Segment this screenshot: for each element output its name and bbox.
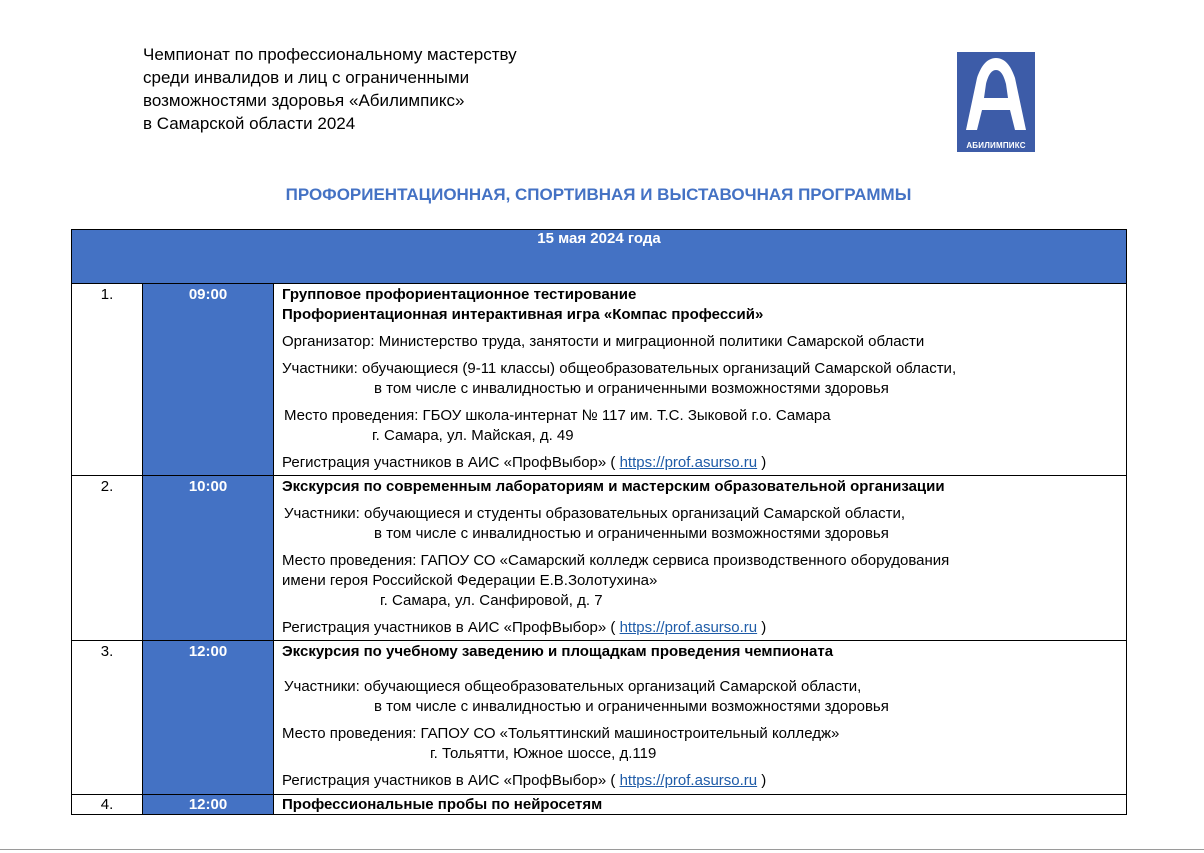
event-time: 12:00 — [143, 795, 274, 815]
event-registration — [282, 453, 1120, 473]
table-row — [72, 284, 1127, 476]
registration-link[interactable]: https://prof.asurso.ru — [619, 454, 758, 471]
logo-caption: АБИЛИМПИКС — [966, 141, 1026, 150]
event-number: 2. — [72, 476, 143, 641]
event-address: г. Самара, ул. Майская, д. 49 — [372, 427, 574, 444]
schedule-table — [71, 229, 1127, 815]
registration-label: Регистрация участников в АИС «ПрофВыбор» ( — [282, 454, 620, 471]
event-title: Групповое профориентационное тестирование — [282, 286, 637, 303]
registration-label: Регистрация участников в АИС «ПрофВыбор» ( — [282, 772, 620, 789]
date-row — [72, 230, 1127, 284]
event-place: Место проведения: ГБОУ школа-интернат № 117 им. Т.С. Зыковой г.о. Самара — [284, 407, 831, 424]
event-title: Профессиональные пробы по нейросетям — [282, 796, 603, 813]
event-participants-cont: в том числе с инвалидностью и ограниченными возможностями здоровья — [374, 525, 889, 542]
event-details — [274, 641, 1127, 795]
event-details — [274, 476, 1127, 641]
header-line: возможностями здоровья «Абилимпикс» — [143, 91, 465, 110]
registration-link[interactable]: https://prof.asurso.ru — [619, 619, 758, 636]
page-bottom-divider — [0, 849, 1204, 850]
event-participants: Участники: обучающиеся и студенты образовательных организаций Самарской области, — [284, 505, 906, 522]
registration-close: ) — [757, 772, 767, 789]
event-time: 10:00 — [143, 476, 274, 641]
registration-link[interactable]: https://prof.asurso.ru — [619, 772, 758, 789]
event-place: Место проведения: ГАПОУ СО «Самарский колледж сервиса производственного оборудования — [282, 552, 950, 569]
event-details — [274, 795, 1127, 815]
event-details — [274, 284, 1127, 476]
table-row — [72, 641, 1127, 795]
event-number: 4. — [72, 795, 143, 815]
registration-close: ) — [757, 454, 767, 471]
event-place-cont: имени героя Российской Федерации Е.В.Золотухина» — [282, 572, 658, 589]
header-line: Чемпионат по профессиональному мастерству — [143, 45, 517, 64]
event-participants-cont: в том числе с инвалидностью и ограниченными возможностями здоровья — [374, 698, 889, 715]
championship-header — [143, 43, 517, 135]
event-time: 12:00 — [143, 641, 274, 795]
event-participants: Участники: обучающиеся общеобразовательных организаций Самарской области, — [284, 678, 862, 695]
event-address: г. Самара, ул. Санфировой, д. 7 — [380, 592, 603, 609]
event-subtitle: Профориентационная интерактивная игра «Компас профессий» — [282, 306, 764, 323]
event-time: 09:00 — [143, 284, 274, 476]
registration-label: Регистрация участников в АИС «ПрофВыбор» ( — [282, 619, 620, 636]
event-title: Экскурсия по учебному заведению и площадкам проведения чемпионата — [282, 643, 834, 660]
schedule-date: 15 мая 2024 года — [72, 230, 1127, 284]
event-place: Место проведения: ГАПОУ СО «Тольяттинский машиностроительный колледж» — [282, 725, 840, 742]
event-registration — [282, 771, 1120, 791]
event-number: 1. — [72, 284, 143, 476]
event-title: Экскурсия по современным лабораториям и мастерским образовательной организации — [282, 478, 945, 495]
table-row — [72, 795, 1127, 815]
event-registration — [282, 618, 1120, 638]
registration-close: ) — [757, 619, 767, 636]
page-title: ПРОФОРИЕНТАЦИОННАЯ, СПОРТИВНАЯ И ВЫСТАВОЧНАЯ ПРОГРАММЫ — [285, 185, 912, 204]
abilympics-logo — [957, 52, 1035, 152]
header-line: в Самарской области 2024 — [143, 114, 356, 133]
event-organizer: Организатор: Министерство труда, занятости и миграционной политики Самарской области — [282, 333, 925, 350]
event-participants: Участники: обучающиеся (9-11 классы) общеобразовательных организаций Самарской области, — [282, 360, 957, 377]
header-line: среди инвалидов и лиц с ограниченными — [143, 68, 470, 87]
event-address: г. Тольятти, Южное шоссе, д.119 — [430, 745, 657, 762]
table-row — [72, 476, 1127, 641]
abilympics-a-icon — [957, 52, 1035, 152]
event-number: 3. — [72, 641, 143, 795]
event-participants-cont: в том числе с инвалидностью и ограниченными возможностями здоровья — [374, 380, 889, 397]
